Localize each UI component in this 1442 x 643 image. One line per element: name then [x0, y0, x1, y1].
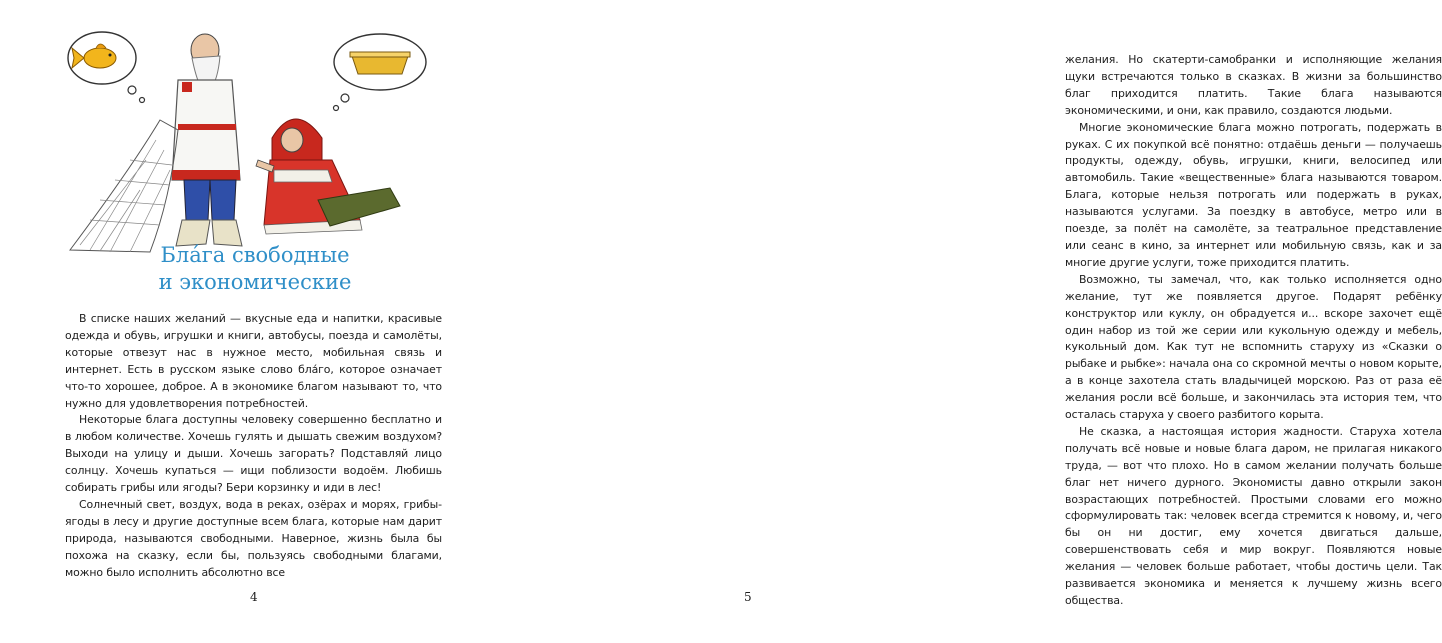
paragraph: Многие экономические блага можно потрогать, подержать в руках. С их покупкой всё понятно: отдаёшь деньги — получаешь продукты, одежду, обувь, игрушки, книги, велосипед или автомобиль. Такие «вещественные» блага называются товаром. Блага, которые нельзя потрогать или подержать в руках, называются услугами. За поездку в автобусе, метро или в поезде, за полёт на самолёте, за театральное представление или сеанс в кино, за интернет или мобильную связь, как и за многие другие услуги, тоже приходится платить.: [1065, 120, 1442, 269]
old-woman-figure: [256, 119, 400, 234]
trough-thought-bubble: [334, 34, 427, 111]
fairy-tale-illustration: [60, 20, 440, 255]
paragraph: В списке наших желаний — вкусные еда и напитки, красивые одежда и обувь, игрушки и книги, автобусы, поезда и самолёты, которые отвезут нас в нужное место, мобильная связь и интернет. Есть в русском языке слово бла́го, которое означает что-то хорошее, доброе. А в экономике благом называют то, что нужно для удовлетворения потребностей.: [65, 312, 442, 410]
page-number-left: 4: [250, 590, 258, 604]
paragraph: Некоторые блага доступны человеку совершенно бесплатно и в любом количестве. Хочешь гулять и дышать свежим воздухом? Выходи на улицу и дыши. Хочешь загорать? Подставляй лицо солнцу. Хочешь купаться — ищи поблизости водоём. Любишь собирать грибы или ягоды? Бери корзинку и иди в лес!: [65, 413, 442, 495]
right-page-text: [1065, 52, 1442, 610]
title-line-1: Бла́га свободные: [160, 243, 350, 267]
trough-icon: [350, 52, 410, 74]
paragraph: желания. Но скатерти-самобранки и исполняющие желания щуки встречаются только в сказках. В жизни за большинство благ приходится платить. Такие блага называются экономическими, и они, как правило, создаются людьми.: [1065, 53, 1442, 117]
paragraph: Не сказка, а настоящая история жадности. Старуха хотела получать всё новые и новые блага даром, не прилагая никакого труда, — вот что плохо. Но в самом желании получать больше благ нет ничего дурного. Экономисты давно открыли закон возрастающих потребностей. Простыми словами его можно сформулировать так: человек всегда стремится к новому, и, чего бы он ни достиг, ему хочется двигаться дальше, совершенствовать себя и мир вокруг. Появляются новые желания — человек больше работает, чтобы достичь цели. Так развивается экономика и меняется к лучшему жизнь всего общества.: [1065, 424, 1442, 607]
page-number-right: 5: [744, 590, 752, 604]
paragraph: Возможно, ты замечал, что, как только исполняется одно желание, тут же появляется другое. Подарят ребёнку конструктор или куклу, он обрадуется и... вскоре захочет ещё один набор из той же серии или кукольную одежду и мебель, кукольный дом. Как тут не вспомнить старуху из «Сказки о рыбаке и рыбке»: начала она со скромной мечты о новом корыте, а в конце захотела стать владычицей морскою. Раз от раза её желания росли всё больше, и закончилась эта история тем, что осталась старуха у своего разбитого корыта.: [1065, 272, 1442, 422]
left-page: [0, 0, 500, 643]
right-page: [500, 0, 1442, 643]
title-line-2: и экономические: [158, 270, 352, 294]
fish-thought-bubble: [68, 32, 145, 103]
paragraph: Солнечный свет, воздух, вода в реках, озёрах и морях, грибы-ягоды в лесу и другие доступные всем блага, которые нам дарит природа, называются свободными. Наверное, жизнь была бы похожа на сказку, если бы, пользуясь свободными благами, можно было исполнить абсолютно все: [65, 497, 442, 579]
chapter-title: [60, 242, 450, 296]
left-page-text: [65, 311, 442, 582]
